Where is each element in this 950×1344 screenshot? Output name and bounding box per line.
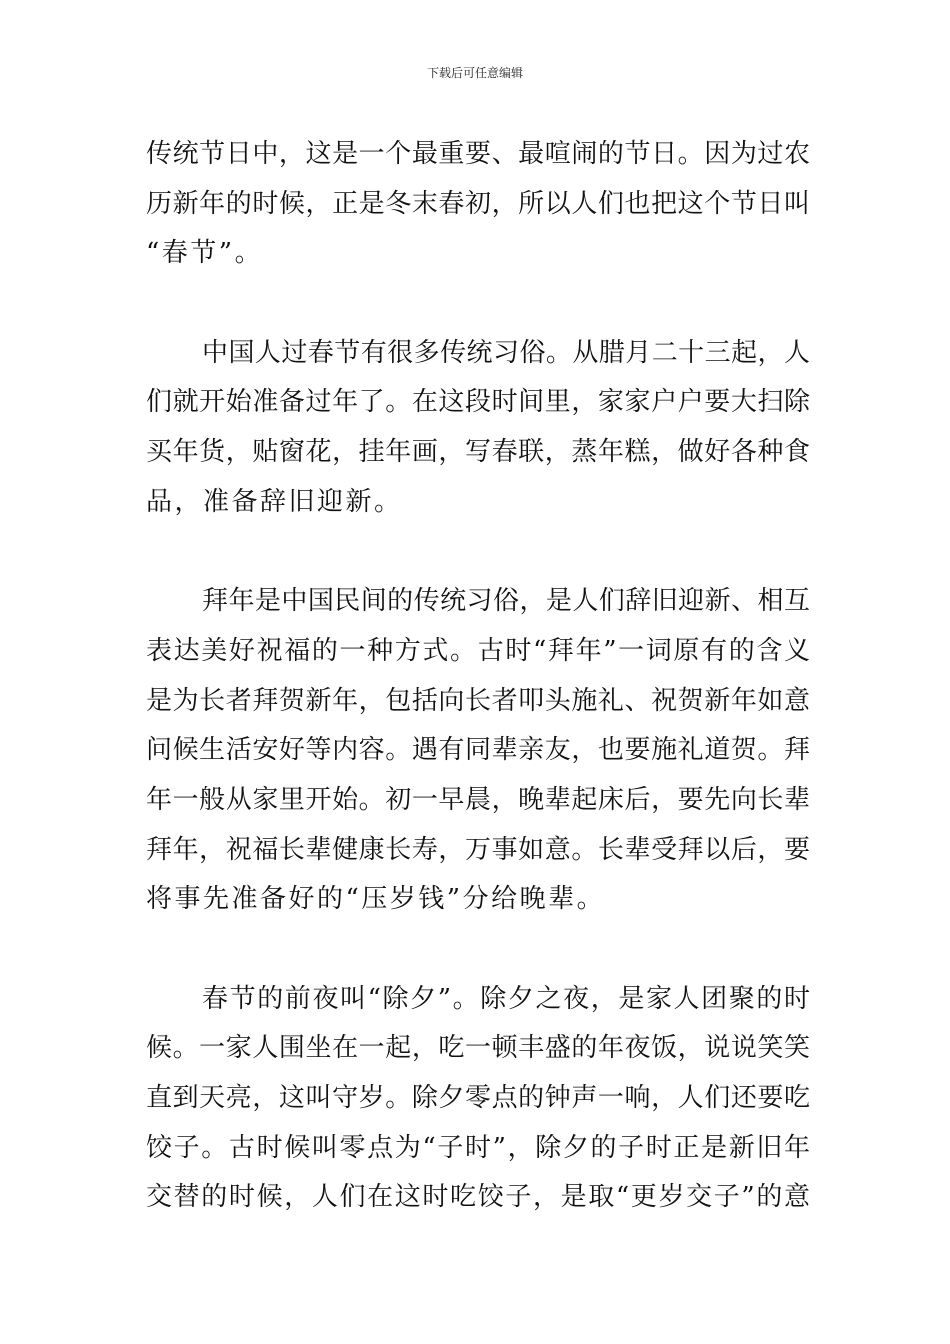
text-line: 饺子。古时候叫零点为“子时”，除夕的子时正是新旧年 <box>146 1132 810 1163</box>
paragraph-gap <box>146 528 810 578</box>
text-line: 拜年是中国民间的传统习俗，是人们辞旧迎新、相互 <box>202 586 810 617</box>
paragraph-3 <box>146 577 810 925</box>
paragraph-1 <box>146 130 810 279</box>
document-body <box>146 130 810 1223</box>
paragraph-gap <box>146 925 810 975</box>
text-line: 们就开始准备过年了。在这段时间里，家家户户要大扫除 <box>146 387 810 418</box>
text-line: 春节的前夜叫“除夕”。除夕之夜，是家人团聚的时 <box>202 983 810 1014</box>
text-line: 中国人过春节有很多传统习俗。从腊月二十三起，人 <box>202 337 810 368</box>
text-line: 表达美好祝福的一种方式。古时“拜年”一词原有的含义 <box>146 635 810 666</box>
text-line: 品，准备辞旧迎新。 <box>146 486 403 517</box>
text-line: 拜年，祝福长辈健康长寿，万事如意。长辈受拜以后，要 <box>146 834 810 865</box>
text-line: 历新年的时候，正是冬末春初，所以人们也把这个节日叫 <box>146 188 810 219</box>
text-line: 传统节日中，这是一个最重要、最喧闹的节日。因为过农 <box>146 139 810 169</box>
paragraph-2 <box>146 329 810 528</box>
text-line: 问候生活安好等内容。遇有同辈亲友，也要施礼道贺。拜 <box>146 735 810 766</box>
text-line: “春节”。 <box>146 238 264 269</box>
text-line: 买年货，贴窗花，挂年画，写春联，蒸年糕，做好各种食 <box>146 437 810 468</box>
text-line: 年一般从家里开始。初一早晨，晚辈起床后，要先向长辈 <box>146 784 810 815</box>
text-line: 直到天亮，这叫守岁。除夕零点的钟声一响，人们还要吃 <box>146 1083 810 1114</box>
paragraph-4 <box>146 975 810 1223</box>
text-line: 候。一家人围坐在一起，吃一顿丰盛的年夜饭，说说笑笑 <box>146 1033 810 1064</box>
text-line: 是为长者拜贺新年，包括向长者叩头施礼、祝贺新年如意 <box>146 685 810 716</box>
page-header: 下载后可任意编辑 <box>426 66 523 80</box>
paragraph-gap <box>146 279 810 329</box>
text-line: 交替的时候，人们在这时吃饺子，是取“更岁交子”的意 <box>146 1182 810 1213</box>
text-line: 将事先准备好的“压岁钱”分给晚辈。 <box>146 884 606 915</box>
